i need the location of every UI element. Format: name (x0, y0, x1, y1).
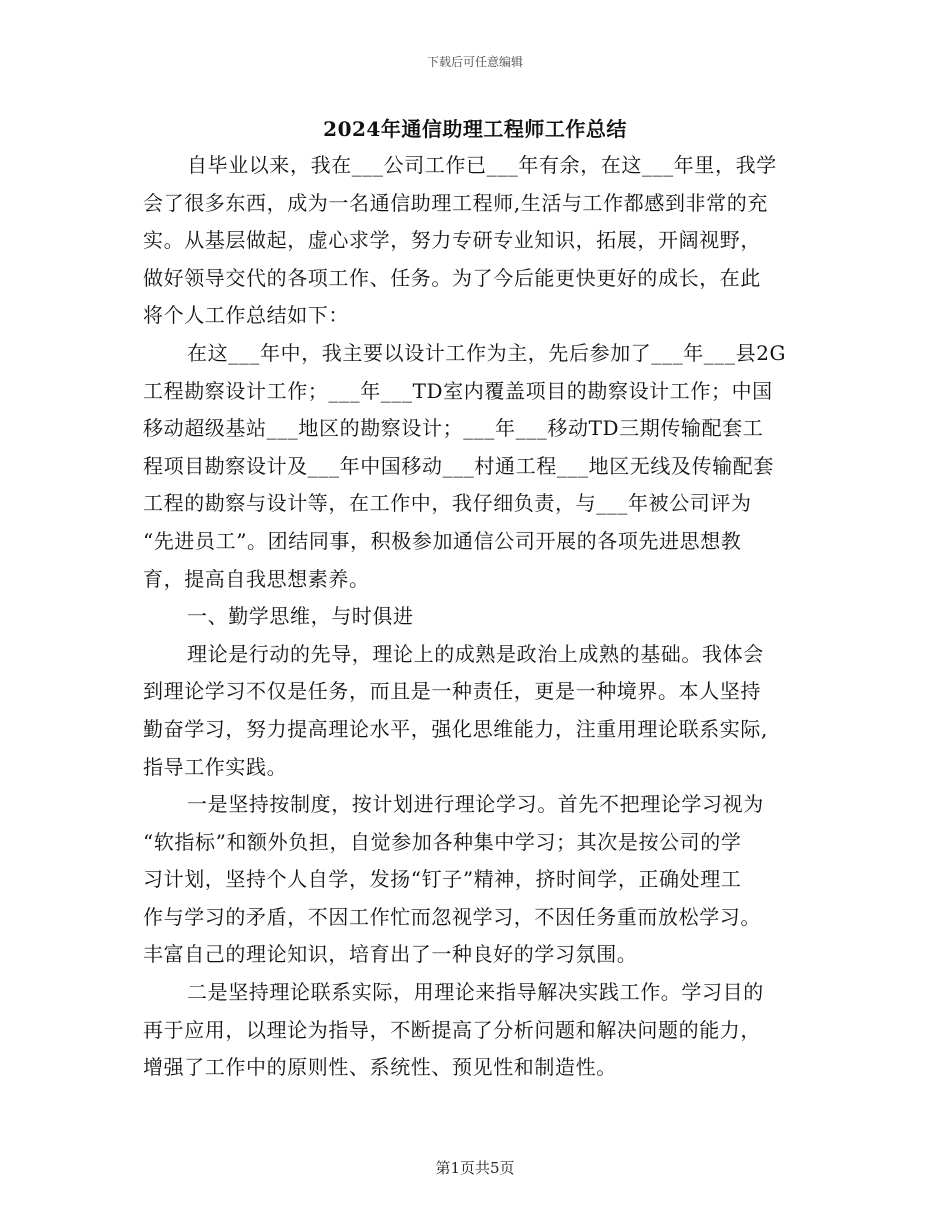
text-line: 增强了工作中的原则性、系统性、预见性和制造性。 (143, 1055, 617, 1080)
text-line: 再于应用，以理论为指导，不断提高了分析问题和解决问题的能力， (143, 1017, 761, 1042)
text-line: 勤奋学习，努力提高理论水平，强化思维能力，注重用理论联系实际, (143, 716, 768, 741)
text-line: 工程勘察设计工作；___年___TD室内覆盖项目的勘察设计工作；中国 (143, 378, 773, 403)
text-line: 作与学习的矛盾，不因工作忙而忽视学习，不因任务重而放松学习。 (143, 904, 761, 929)
text-line: 二是坚持理论联系实际，用理论来指导解决实践工作。学习目的 (187, 980, 764, 1005)
page-footer: 第1页共5页 (435, 1159, 515, 1177)
text-line: “先进员工”。团结同事，积极参加通信公司开展的各项先进思想教 (143, 528, 742, 553)
text-line: 会了很多东西，成为一名通信助理工程师,生活与工作都感到非常的充 (143, 190, 768, 215)
text-line: 一是坚持按制度，按计划进行理论学习。首先不把理论学习视为 (187, 792, 764, 817)
text-line: 自毕业以来，我在___公司工作已___年有余，在这___年里，我学 (187, 153, 777, 177)
text-line: 到理论学习不仅是任务，而且是一种责任，更是一种境界。本人坚持 (143, 679, 761, 704)
text-line: 理论是行动的先导，理论上的成熟是政治上成熟的基础。我体会 (187, 641, 764, 666)
text-line: 做好领导交代的各项工作、任务。为了今后能更快更好的成长，在此 (143, 265, 761, 290)
text-line: 移动超级基站___地区的勘察设计；___年___移动TD三期传输配套工 (143, 416, 764, 441)
text-line: 实。从基层做起，虚心求学，努力专研专业知识，拓展，开阔视野， (143, 228, 761, 253)
text-line: 将个人工作总结如下： (143, 303, 349, 328)
document-body (143, 147, 813, 1087)
header-note: 下载后可任意编辑 (426, 55, 523, 69)
text-line: 丰富自己的理论知识，培育出了一种良好的学习氛围。 (143, 942, 638, 967)
text-line: 在这___年中，我主要以设计工作为主，先后参加了___年___县2G (187, 340, 787, 365)
document-title: 2024年通信助理工程师工作总结 (323, 117, 627, 141)
section-heading: 一、勤学思维，与时俱进 (187, 604, 414, 629)
text-line: “软指标”和额外负担，自觉参加各种集中学习；其次是按公司的学 (143, 829, 742, 854)
text-line: 指导工作实践。 (143, 754, 288, 779)
text-line: 工程的勘察与设计等，在工作中，我仔细负责，与___年被公司评为 (143, 491, 752, 516)
text-line: 育，提高自我思想素养。 (143, 566, 370, 591)
text-line: 程项目勘察设计及___年中国移动___村通工程___地区无线及传输配套 (143, 453, 774, 478)
text-line: 习计划，坚持个人自学，发扬“钉子”精神，挤时间学，正确处理工 (143, 867, 742, 892)
